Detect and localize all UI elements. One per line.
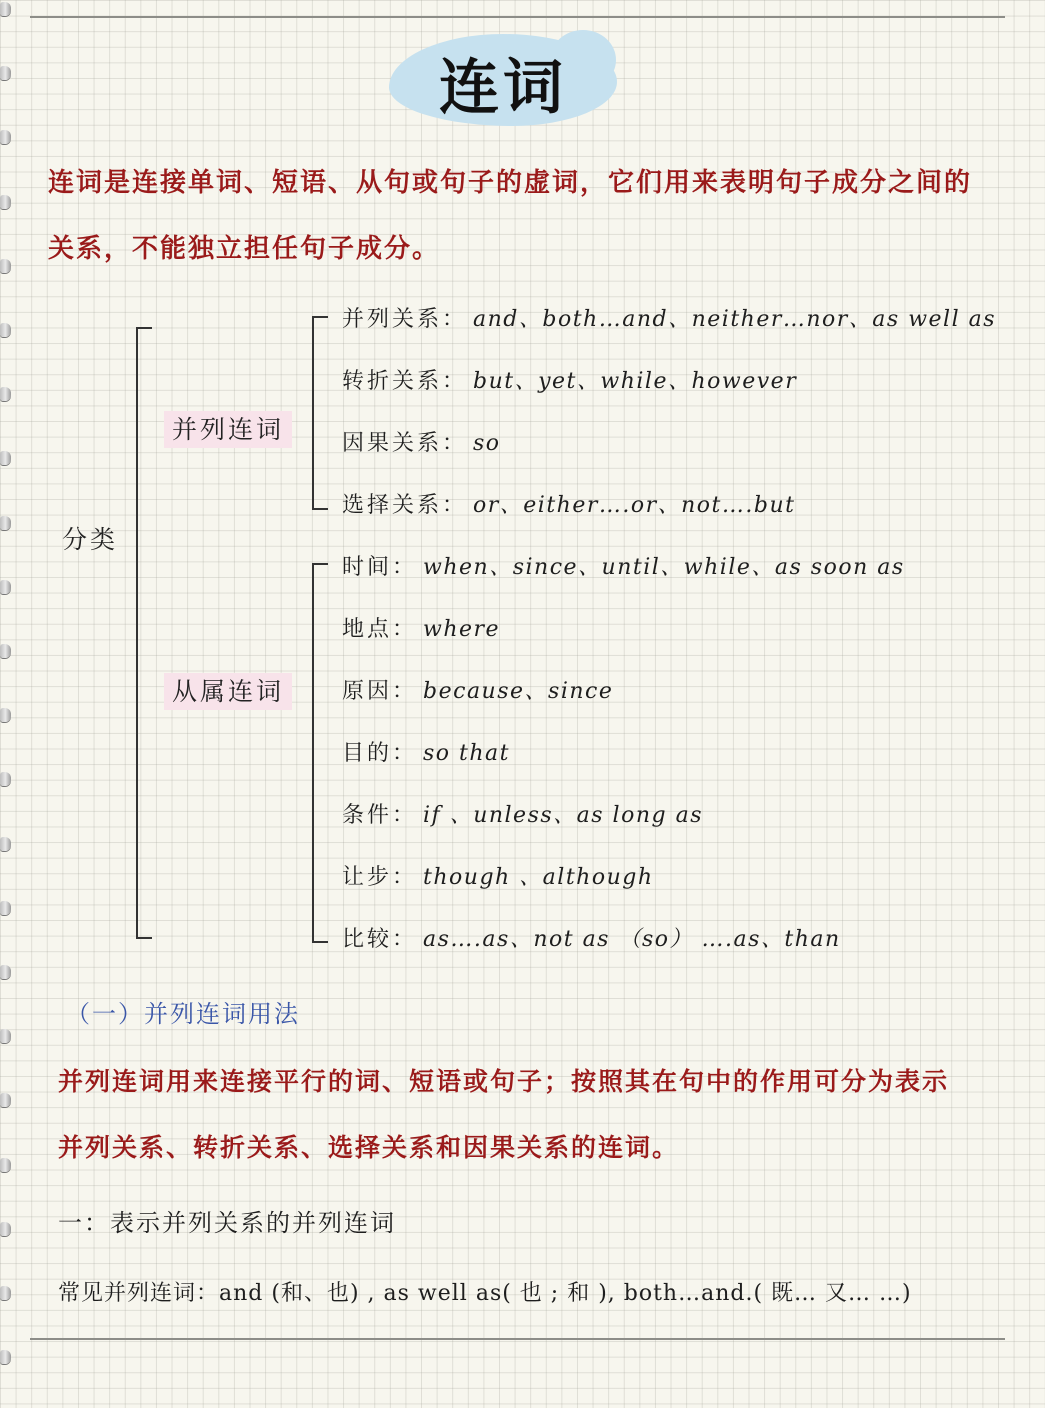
spiral-ring: [0, 1222, 11, 1236]
spiral-ring: [0, 1029, 11, 1043]
coord-item: 选择关系： or、either….or、not….but: [342, 493, 796, 518]
spiral-ring: [0, 451, 11, 465]
spiral-ring: [0, 130, 11, 144]
coordinating-bracket: [312, 316, 328, 510]
sub-heading: 一：表示并列关系的并列连词: [58, 1209, 396, 1237]
subord-item: 原因： because、since: [342, 679, 614, 704]
subord-item: 让步： though 、although: [342, 865, 654, 890]
spiral-ring: [0, 323, 11, 337]
group-label-coordinating: 并列连词: [164, 410, 292, 446]
spiral-ring: [0, 708, 11, 722]
spiral-ring: [0, 1350, 11, 1364]
spiral-ring: [0, 1093, 11, 1107]
spiral-ring: [0, 259, 11, 273]
intro-line-1: 连词是连接单词、短语、从句或句子的虚词，它们用来表明句子成分之间的: [48, 168, 973, 198]
common-conjunctions: 常见并列连词：and (和、也) , as well as( 也 ; 和 ), both…and.( 既… 又… …): [58, 1281, 912, 1306]
spiral-binding: [0, 0, 16, 1408]
group-label-subordinating: 从属连词: [164, 672, 292, 708]
spiral-ring: [0, 2, 11, 16]
coord-item: 并列关系： and、both…and、neither…nor、as well as: [342, 307, 997, 332]
spiral-ring: [0, 66, 11, 80]
spiral-ring: [0, 644, 11, 658]
page-title: 连词: [439, 53, 567, 123]
spiral-ring: [0, 965, 11, 979]
spiral-ring: [0, 387, 11, 401]
root-bracket: [136, 327, 152, 939]
intro-line-2: 关系，不能独立担任句子成分。: [48, 234, 441, 264]
subord-item: 地点： where: [342, 617, 501, 642]
subordinating-bracket: [312, 563, 328, 943]
spiral-ring: [0, 772, 11, 786]
subord-item: 比较： as….as、not as （so） ….as、than: [342, 927, 841, 952]
tree-root-label: 分类: [62, 525, 119, 554]
top-rule: [30, 16, 1005, 18]
spiral-ring: [0, 1158, 11, 1172]
subord-item: 时间： when、since、until、while、as soon as: [342, 555, 905, 580]
coord-item: 因果关系： so: [342, 431, 501, 456]
bottom-rule: [30, 1338, 1005, 1340]
subord-item: 条件： if 、unless、as long as: [342, 803, 703, 828]
spiral-ring: [0, 901, 11, 915]
subord-item: 目的： so that: [342, 741, 511, 766]
spiral-ring: [0, 195, 11, 209]
spiral-ring: [0, 580, 11, 594]
coord-item: 转折关系： but、yet、while、however: [342, 369, 798, 394]
spiral-ring: [0, 837, 11, 851]
section-para-line-2: 并列关系、转折关系、选择关系和因果关系的连词。: [58, 1133, 680, 1162]
section-para-line-1: 并列连词用来连接平行的词、短语或句子；按照其在句中的作用可分为表示: [58, 1067, 950, 1096]
spiral-ring: [0, 1286, 11, 1300]
spiral-ring: [0, 516, 11, 530]
section-heading: （一）并列连词用法: [66, 1000, 300, 1028]
